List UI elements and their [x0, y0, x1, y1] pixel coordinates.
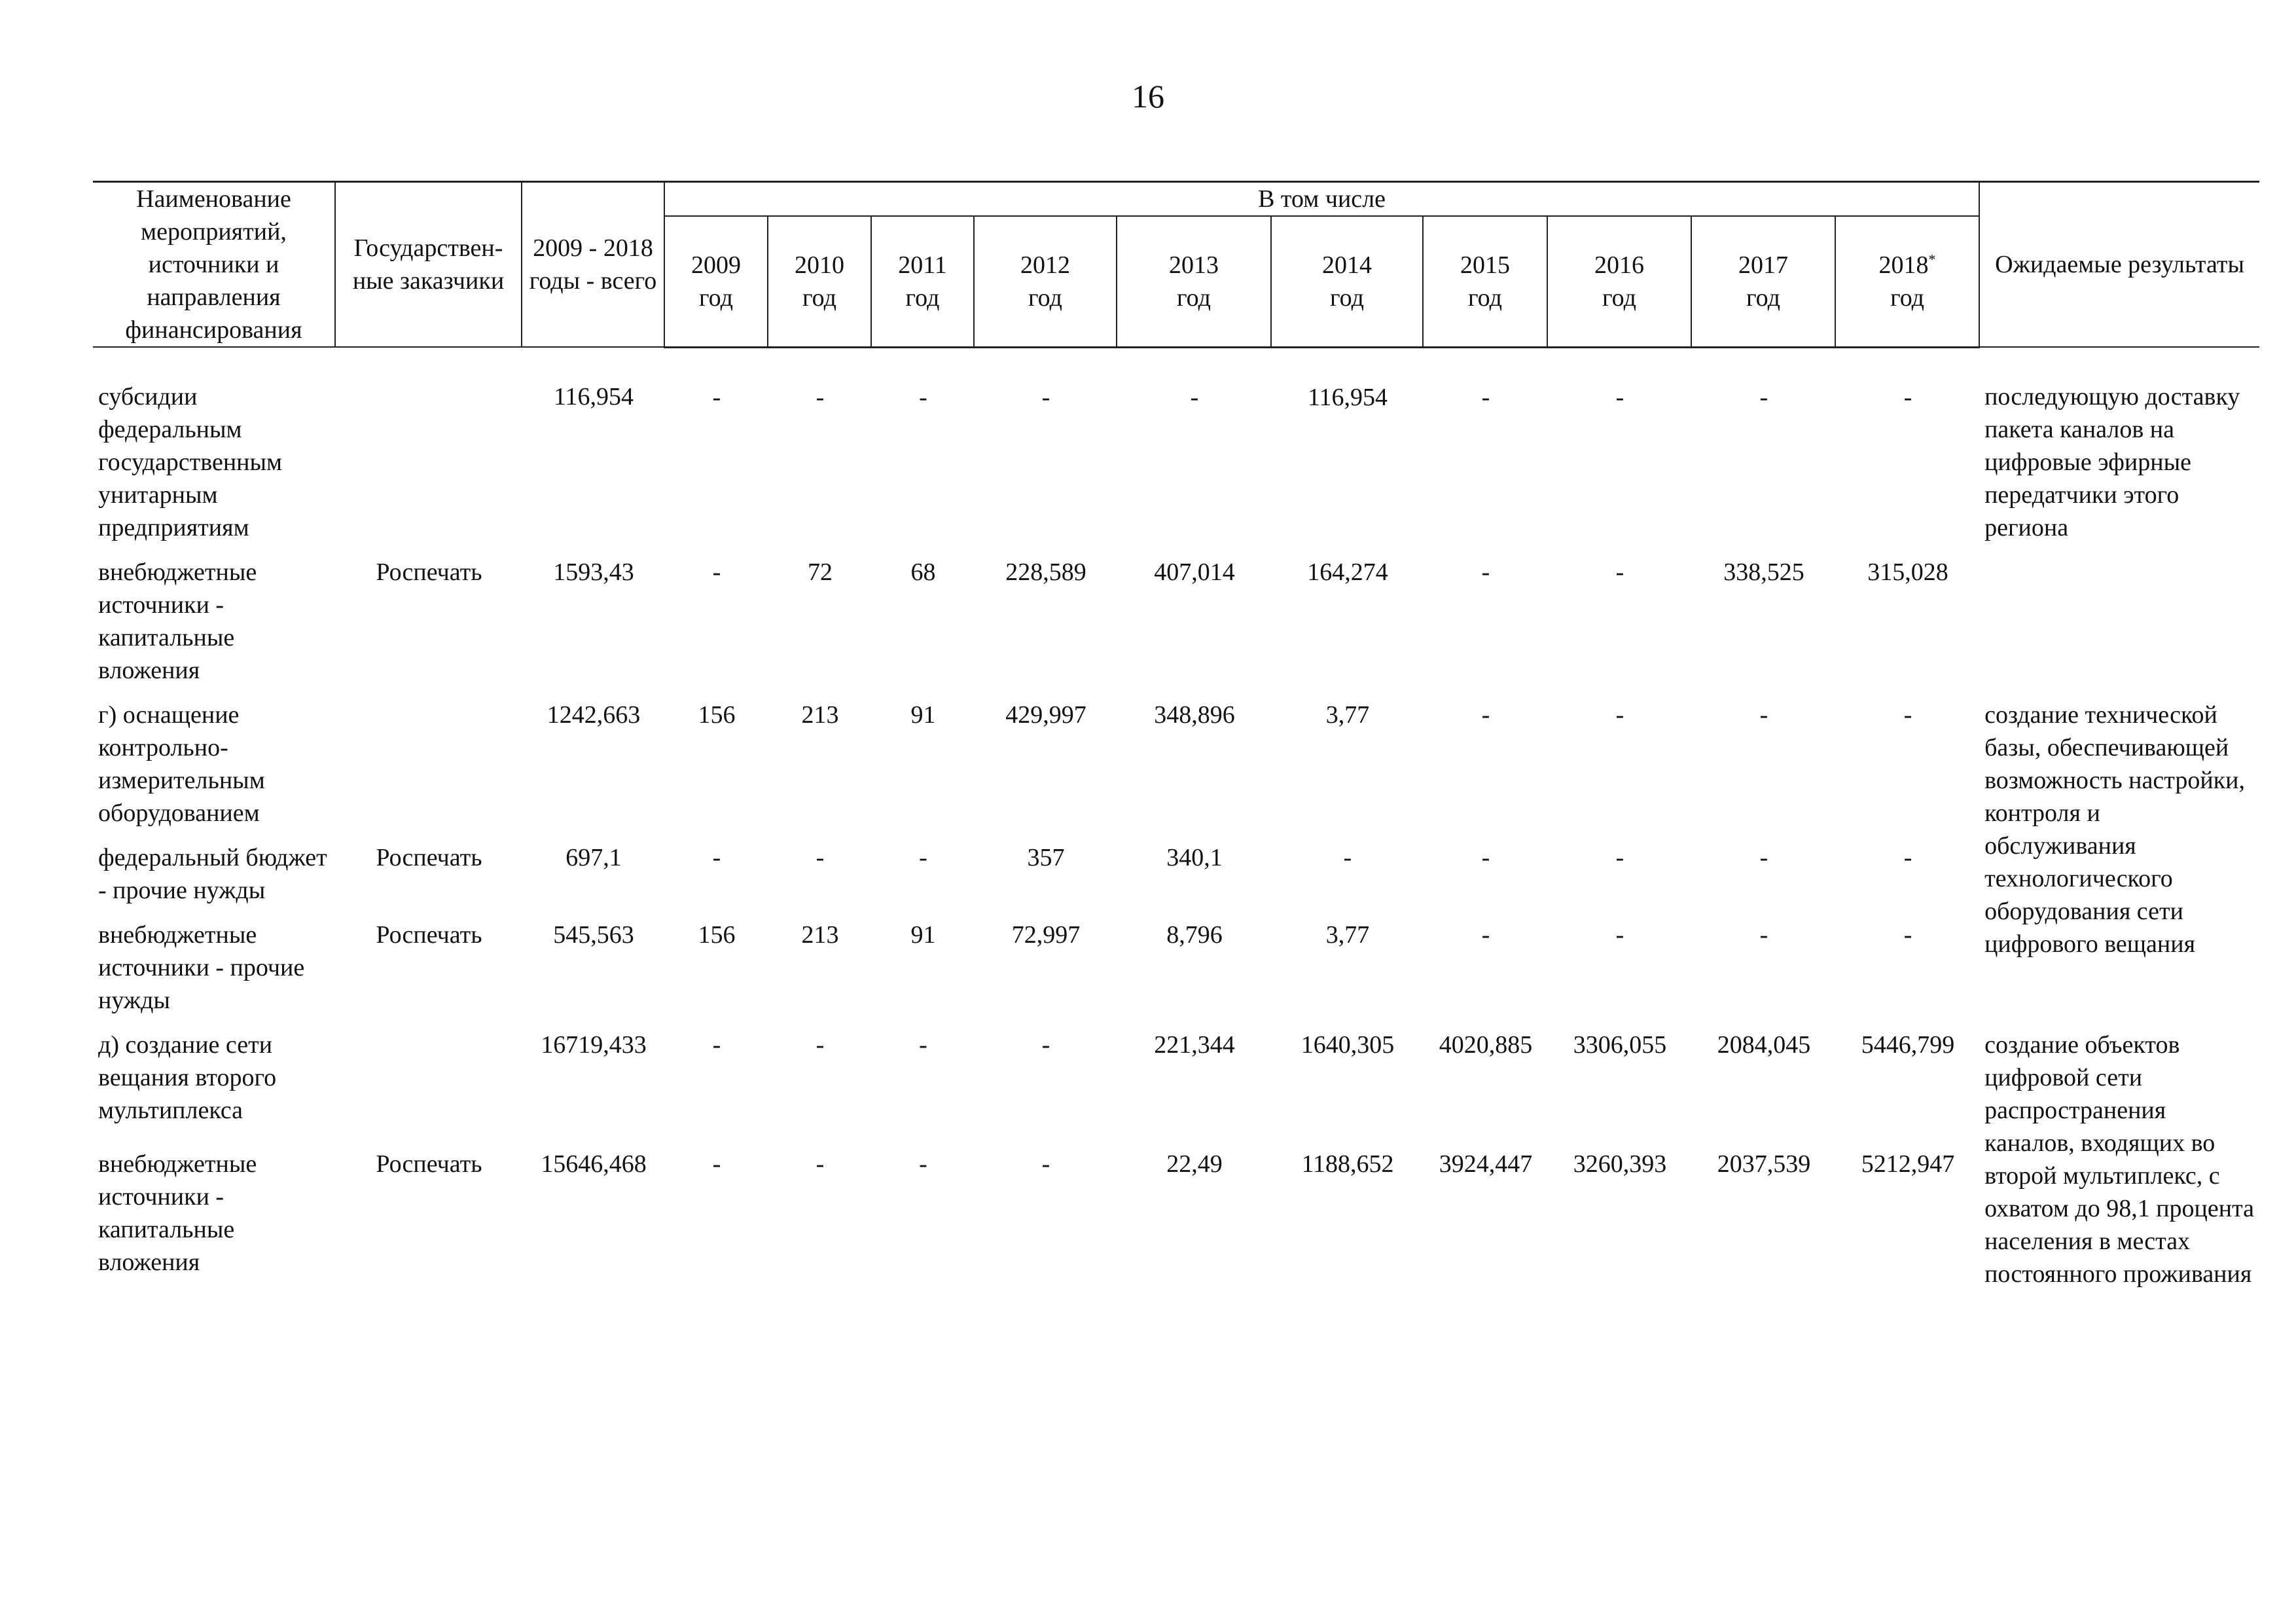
- row-value-2016: 3306,055: [1573, 1031, 1667, 1059]
- header-year-2016: [1547, 216, 1691, 347]
- row-value-2014: 1188,652: [1301, 1150, 1394, 1178]
- row-value-2013: -: [1190, 383, 1199, 411]
- row-value-2017: -: [1759, 383, 1768, 411]
- row-name: внебюджетные источники - капитальные вложения: [98, 558, 257, 684]
- header-year-2010: [768, 216, 871, 347]
- row-value-2018: 315,028: [1867, 558, 1948, 586]
- row-customer: Роспечать: [376, 558, 482, 586]
- header-year-footnote-mark: *: [1928, 251, 1936, 268]
- row-value-2015: -: [1481, 844, 1490, 871]
- row-value-2017: -: [1759, 701, 1768, 729]
- table-row: [93, 1139, 2259, 1293]
- row-value-2018: -: [1903, 921, 1912, 949]
- row-value-2013: 221,344: [1154, 1031, 1235, 1059]
- row-value-2014: 3,77: [1325, 701, 1370, 729]
- header-year-2009: [664, 216, 768, 347]
- row-value-2010: 72: [808, 558, 833, 586]
- row-value-2012: 228,589: [1005, 558, 1086, 586]
- row-value-2010: -: [816, 383, 825, 411]
- funding-table: [93, 181, 2259, 1293]
- row-value-2011: 68: [910, 558, 936, 586]
- header-year-2013: [1117, 216, 1271, 347]
- row-name: субсидии федеральным государственным унитарным предприятиям: [98, 383, 283, 541]
- header-year-unit: год: [1330, 283, 1364, 312]
- row-value-2014: -: [1343, 844, 1352, 871]
- header-year-2014: [1271, 216, 1423, 347]
- row-total: 697,1: [565, 844, 622, 871]
- row-value-2015: -: [1481, 701, 1490, 729]
- row-value-2010: -: [816, 844, 825, 871]
- table-row: [93, 689, 2259, 832]
- row-value-2016: -: [1615, 558, 1624, 586]
- row-name: внебюджетные источники - прочие нужды: [98, 921, 305, 1014]
- row-name: г) оснащение контрольно-измерительным оборудованием: [98, 701, 265, 827]
- table-row: [93, 547, 2259, 689]
- header-year-value: 2011: [898, 251, 947, 279]
- row-value-2013: 407,014: [1154, 558, 1235, 586]
- header-year-2017: [1691, 216, 1835, 347]
- row-value-2012: -: [1041, 1150, 1050, 1178]
- row-value-2009: -: [712, 1031, 721, 1059]
- row-value-2011: -: [919, 1150, 927, 1178]
- row-total: 116,954: [553, 383, 634, 410]
- row-total: 545,563: [553, 921, 634, 949]
- row-value-2012: -: [1041, 383, 1050, 411]
- row-customer: Роспечать: [376, 921, 482, 949]
- row-value-2017: -: [1759, 844, 1768, 871]
- row-value-2014: 164,274: [1307, 558, 1388, 586]
- row-customer: [335, 689, 522, 832]
- row-value-2011: -: [919, 1031, 927, 1059]
- row-value-2016: -: [1615, 383, 1624, 411]
- header-year-2015: [1423, 216, 1547, 347]
- row-name: федеральный бюджет - прочие нужды: [98, 844, 327, 904]
- header-year-unit: год: [1177, 283, 1211, 312]
- expected-result: создание технической базы, обеспечивающей возможность настройки, контроля и обслуживания технологического оборудования сети цифрового вещания: [1984, 701, 2245, 958]
- header-year-value: 2010: [795, 251, 844, 279]
- row-value-2015: -: [1481, 558, 1490, 586]
- row-value-2012: 72,997: [1011, 921, 1081, 949]
- row-value-2009: -: [712, 1150, 721, 1178]
- row-customer: Роспечать: [376, 844, 482, 871]
- row-value-2018: 5212,947: [1861, 1150, 1955, 1178]
- header-customers: Государствен-ные заказчики: [335, 182, 522, 348]
- header-including: В том числе: [664, 182, 1979, 217]
- table-row: [93, 909, 2259, 1019]
- expected-result: последующую доставку пакета каналов на цифровые эфирные передатчики этого региона: [1984, 383, 2240, 541]
- header-year-unit: год: [1468, 283, 1502, 312]
- page-number: 16: [1132, 78, 1164, 115]
- table-body: [93, 347, 2259, 1293]
- row-value-2015: 4020,885: [1439, 1031, 1533, 1059]
- table-row: [93, 1019, 2259, 1139]
- header-year-unit: год: [1602, 283, 1636, 312]
- row-name: внебюджетные источники - капитальные вложения: [98, 1150, 257, 1276]
- row-customer: Роспечать: [376, 1150, 482, 1178]
- row-value-2011: 91: [910, 701, 936, 729]
- row-value-2013: 8,796: [1166, 921, 1223, 949]
- row-total: 1242,663: [547, 701, 641, 729]
- row-value-2009: -: [712, 844, 721, 871]
- table-row: [93, 832, 2259, 909]
- row-value-2016: -: [1615, 844, 1624, 871]
- table-row: [93, 347, 2259, 547]
- row-value-2009: -: [712, 558, 721, 586]
- row-value-2009: 156: [698, 921, 736, 949]
- row-value-2017: 2084,045: [1717, 1031, 1811, 1059]
- header-year-unit: год: [802, 283, 836, 312]
- row-value-2018: 5446,799: [1861, 1031, 1955, 1059]
- row-value-2010: 213: [801, 701, 839, 729]
- row-value-2017: 2037,539: [1717, 1150, 1811, 1178]
- header-year-value: 2009: [691, 251, 741, 279]
- row-customer: [335, 347, 522, 547]
- header-year-value: 2014: [1322, 251, 1372, 279]
- table-header: [93, 182, 2259, 348]
- row-value-2018: -: [1903, 383, 1912, 411]
- row-value-2011: -: [919, 844, 927, 871]
- row-customer: [335, 1019, 522, 1139]
- expected-result: создание объектов цифровой сети распространения каналов, входящих во второй мультиплекс, с охватом до 98,1 процента населения в местах постоянного проживания: [1984, 1031, 2255, 1288]
- header-year-unit: год: [905, 283, 940, 312]
- row-value-2011: -: [919, 383, 927, 411]
- row-total: 15646,468: [541, 1150, 647, 1178]
- row-name: д) создание сети вещания второго мультиплекса: [98, 1031, 277, 1124]
- row-value-2016: -: [1615, 701, 1624, 729]
- row-total: 16719,433: [541, 1031, 647, 1059]
- row-value-2009: -: [712, 383, 721, 411]
- row-value-2010: -: [816, 1031, 825, 1059]
- row-value-2012: 357: [1027, 844, 1065, 871]
- row-value-2017: -: [1759, 921, 1768, 949]
- row-value-2012: -: [1041, 1031, 1050, 1059]
- header-year-value: 2012: [1020, 251, 1070, 279]
- row-value-2016: 3260,393: [1573, 1150, 1667, 1178]
- row-value-2015: -: [1481, 921, 1490, 949]
- header-year-unit: год: [1890, 283, 1924, 312]
- row-value-2018: -: [1903, 844, 1912, 871]
- header-total: 2009 - 2018 годы - всего: [522, 182, 664, 348]
- row-value-2010: 213: [801, 921, 839, 949]
- row-value-2012: 429,997: [1005, 701, 1086, 729]
- row-value-2014: 3,77: [1325, 921, 1370, 949]
- row-value-2014: 1640,305: [1300, 1031, 1395, 1059]
- header-year-value: 2013: [1169, 251, 1219, 279]
- row-value-2013: 340,1: [1166, 844, 1223, 871]
- row-value-2011: 91: [910, 921, 936, 949]
- header-year-unit: год: [699, 283, 733, 312]
- row-value-2018: -: [1903, 701, 1912, 729]
- header-year-value: 2017: [1738, 251, 1788, 279]
- row-value-2010: -: [816, 1150, 825, 1178]
- header-year-2018: [1835, 216, 1979, 347]
- header-name: Наименование мероприятий, источники и направления финансирования: [93, 182, 335, 348]
- header-year-2012: [974, 216, 1117, 347]
- header-year-value: 2015: [1460, 251, 1510, 279]
- row-total: 1593,43: [553, 558, 634, 586]
- header-year-value: 2016: [1594, 251, 1644, 279]
- row-value-2015: 3924,447: [1439, 1150, 1533, 1178]
- row-value-2017: 338,525: [1723, 558, 1804, 586]
- row-value-2009: 156: [698, 701, 736, 729]
- header-year-2011: [871, 216, 974, 347]
- header-year-unit: год: [1028, 283, 1062, 312]
- row-value-2015: -: [1481, 383, 1490, 411]
- row-value-2013: 348,896: [1154, 701, 1235, 729]
- header-year-unit: год: [1746, 283, 1780, 312]
- row-value-2016: -: [1615, 921, 1624, 949]
- header-year-value: 2018: [1878, 251, 1929, 279]
- row-value-2014: 116,954: [1307, 383, 1388, 411]
- header-results: Ожидаемые результаты: [1979, 182, 2259, 348]
- row-value-2013: 22,49: [1166, 1150, 1223, 1178]
